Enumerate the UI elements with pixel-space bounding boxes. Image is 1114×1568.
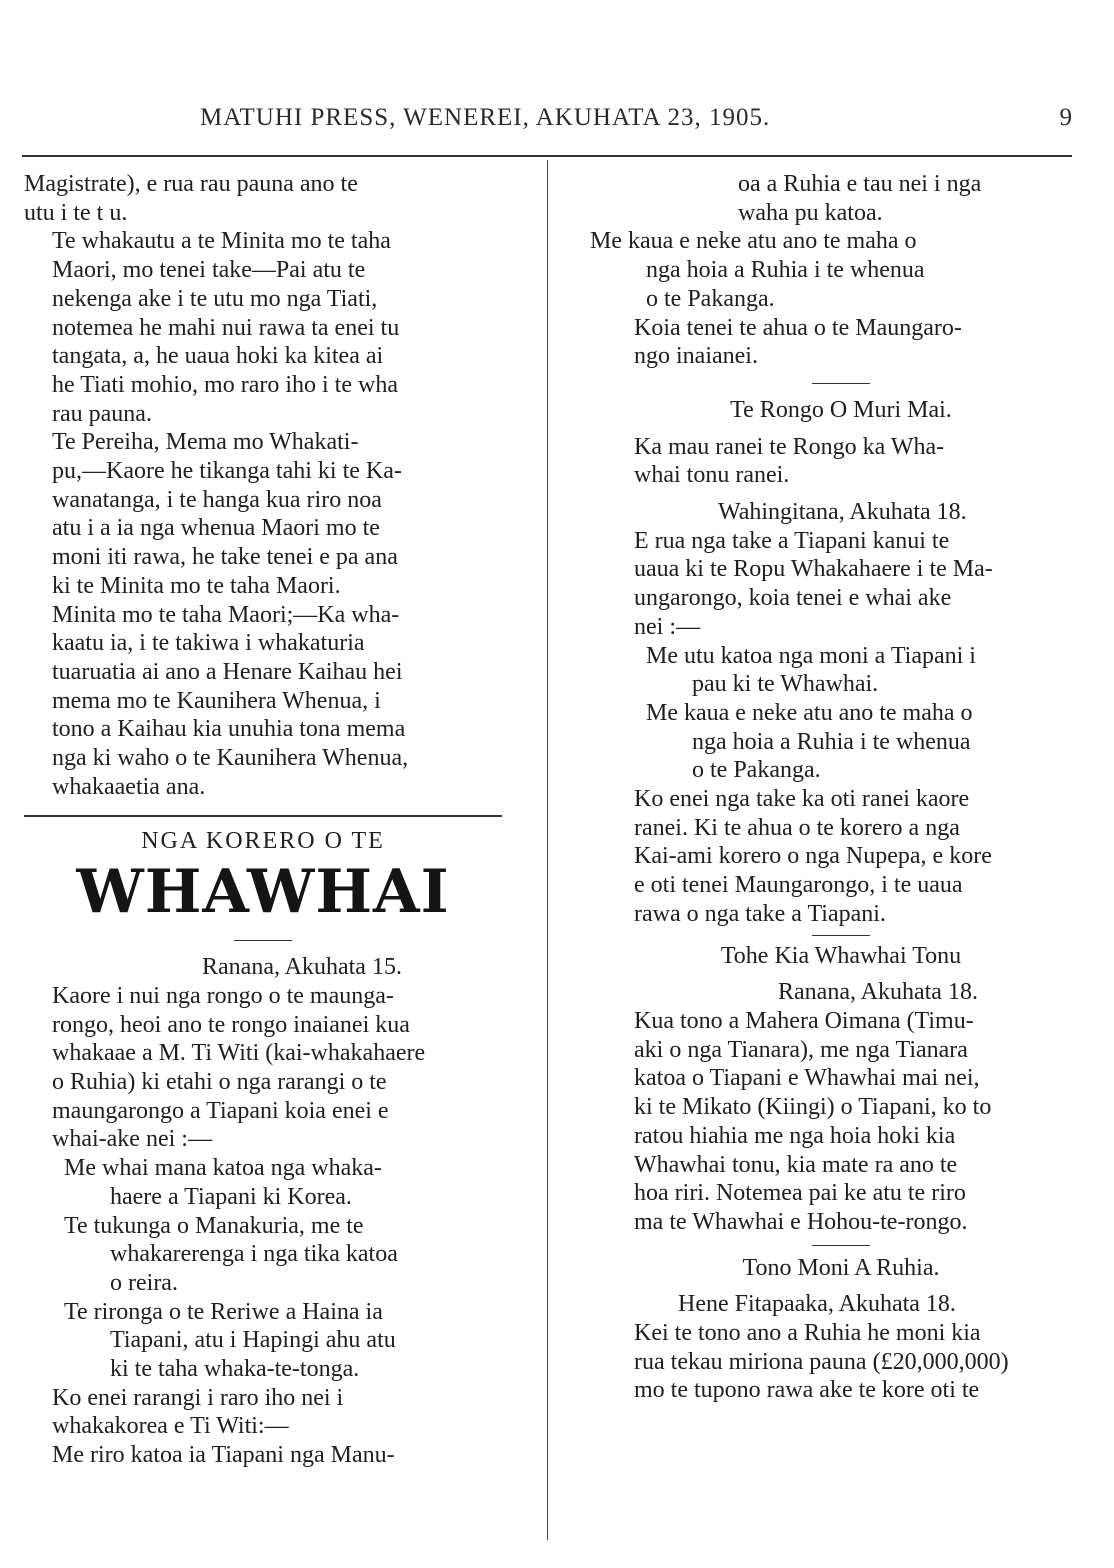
text-line: mema mo te Kaunihera Whenua, i (52, 687, 381, 714)
paragraph (606, 314, 1076, 371)
dateline: Wahingitana, Akuhata 18. (718, 499, 967, 526)
text-line: whakaae a M. Ti Witi (kai-whakahaere (52, 1040, 426, 1067)
paragraph (24, 1384, 502, 1441)
text-line: Me utu katoa nga moni a Tiapani i (646, 642, 976, 669)
text-line: Kai-ami korero o nga Nupepa, e kore (634, 843, 992, 870)
text-line: Kei te tono ano a Ruhia he moni kia (634, 1320, 981, 1347)
text-line: Magistrate), e rua rau pauna ano te (24, 171, 358, 197)
list (24, 1154, 502, 1384)
text-line: haere a Tiapani ki Korea. (110, 1183, 352, 1210)
text-line: nga hoia a Ruhia i te whenua (692, 728, 971, 755)
paragraph (606, 1007, 1076, 1237)
paragraph (24, 227, 502, 428)
short-rule (234, 940, 292, 941)
page-number: 9 (1059, 104, 1072, 131)
right-column (590, 170, 1076, 1405)
text-line: hoa riri. Notemea pai ke atu te riro (634, 1180, 966, 1207)
subheading: Te Rongo O Muri Mai. (730, 396, 952, 423)
text-line: moni iti rawa, he take tenei e pa ana (52, 544, 398, 571)
paragraph (606, 433, 1076, 490)
text-line: ki te Mikato (Kiingi) o Tiapani, ko to (634, 1094, 992, 1121)
text-line: o reira. (110, 1269, 178, 1296)
text-line: tuaruatia ai ano a Henare Kaihau hei (52, 658, 403, 685)
short-rule (812, 1245, 870, 1246)
list-item (636, 642, 1076, 699)
text-line: pau ki te Whawhai. (692, 671, 879, 698)
text-line: ma te Whawhai e Hohou-te-rongo. (634, 1208, 968, 1235)
text-line: Whawhai tonu, kia mate ra ano te (634, 1151, 958, 1178)
text-line: ratou hiahia me nga hoia hoki kia (634, 1122, 956, 1149)
paragraph (606, 785, 1076, 929)
text-line: o te Pakanga. (646, 285, 775, 312)
text-line: whakaaetia ana. (52, 773, 206, 800)
text-line: ungarongo, koia tenei e whai ake (634, 585, 952, 612)
text-line: whakarerenga i nga tika katoa (110, 1241, 398, 1268)
text-line: pu,—Kaore he tikanga tahi ki te Ka- (52, 458, 402, 485)
text-line: o Ruhia) ki etahi o nga rarangi o te (52, 1068, 387, 1095)
list (606, 642, 1076, 786)
text-line: kaatu ia, i te takiwa i whakaturia (52, 630, 365, 657)
text-line: Me riro katoa ia Tiapani nga Manu- (52, 1442, 395, 1469)
text-line: rua tekau miriona pauna (£20,000,000) (634, 1348, 1009, 1375)
header-rule (22, 155, 1072, 157)
column-divider (547, 160, 548, 1540)
text-line: katoa o Tiapani e Whawhai mai nei, (634, 1065, 980, 1092)
text-line: Te rironga o te Reriwe a Haina ia (64, 1298, 383, 1325)
list-item (54, 1298, 502, 1384)
text-line: Te tukunga o Manakuria, me te (64, 1212, 364, 1239)
subheading: Tono Moni A Ruhia. (742, 1254, 940, 1281)
paragraph (24, 170, 502, 227)
text-line: Me kaua e neke atu ano te maha o (590, 228, 917, 255)
text-line: rongo, heoi ano te rongo inaianei kua (52, 1011, 410, 1038)
text-line: o te Pakanga. (692, 757, 821, 784)
text-line: nekenga ake i te utu mo nga Tiati, (52, 285, 378, 312)
text-line: Ka mau ranei te Rongo ka Wha- (634, 433, 945, 460)
section-rule (24, 815, 502, 817)
list-item (54, 1154, 502, 1211)
text-line: rau pauna. (52, 400, 152, 427)
text-line: ki te Minita mo te taha Maori. (52, 572, 341, 599)
page-header (30, 104, 1080, 144)
text-line: Koia tenei te ahua o te Maungaro- (634, 314, 962, 341)
text-line: atu i a ia nga whenua Maori mo te (52, 515, 380, 542)
dateline: Ranana, Akuhata 18. (778, 979, 978, 1006)
text-line: mo te tupono rawa ake te kore oti te (634, 1377, 980, 1404)
text-line: he Tiati mohio, mo raro iho i te wha (52, 371, 398, 398)
list-item (606, 170, 1076, 227)
section-headline: WHAWHAI (76, 857, 450, 928)
dateline: Hene Fitapaaka, Akuhata 18. (678, 1291, 956, 1318)
text-line: whai tonu ranei. (634, 462, 790, 489)
text-line: Minita mo te taha Maori;—Ka wha- (52, 601, 400, 628)
text-line: Te whakautu a te Minita mo te taha (52, 228, 391, 255)
text-line: oa a Ruhia e tau nei i nga (738, 171, 982, 197)
text-line: Me kaua e neke atu ano te maha o (646, 699, 973, 726)
text-line: ki te taha whaka-te-tonga. (110, 1356, 360, 1383)
text-line: E rua nga take a Tiapani kanui te (634, 527, 950, 554)
text-line: Ko enei nga take ka oti ranei kaore (634, 786, 970, 813)
text-line: notemea he mahi nui rawa ta enei tu (52, 314, 400, 341)
text-line: tono a Kaihau kia unuhia tona mema (52, 716, 406, 743)
text-line: nei :— (634, 613, 700, 640)
paragraph (606, 1319, 1076, 1405)
paragraph (606, 527, 1076, 642)
text-line: waha pu katoa. (738, 199, 883, 226)
text-line: Ko enei rarangi i raro iho nei i (52, 1384, 344, 1411)
text-line: nga hoia a Ruhia i te whenua (646, 257, 925, 284)
text-line: Maori, mo tenei take—Pai atu te (52, 257, 366, 284)
text-line: Te Pereiha, Mema mo Whakati- (52, 429, 359, 456)
text-line: ngo inaianei. (634, 343, 758, 370)
text-line: ranei. Ki te ahua o te korero a nga (634, 814, 960, 841)
text-line: maungarongo a Tiapani koia enei e (52, 1097, 389, 1124)
text-line: Kaore i nui nga rongo o te maunga- (52, 982, 394, 1009)
list-item (590, 227, 1076, 313)
text-line: wanatanga, i te hanga kua riro noa (52, 486, 382, 513)
text-line: Kua tono a Mahera Oimana (Timu- (634, 1007, 974, 1034)
left-column (24, 170, 502, 1470)
paragraph (24, 428, 502, 600)
text-line: aki o nga Tianara), me nga Tianara (634, 1036, 968, 1063)
short-rule (812, 383, 870, 384)
section-subtitle: NGA KORERO O TE (141, 828, 385, 855)
text-line: tangata, a, he uaua hoki ka kitea ai (52, 343, 384, 370)
dateline: Ranana, Akuhata 15. (202, 954, 402, 981)
paragraph (24, 982, 502, 1154)
paragraph (24, 601, 502, 802)
text-line: e oti tenei Maungarongo, i te uaua (634, 872, 963, 899)
paragraph (24, 1441, 502, 1470)
text-line: rawa o nga take a Tiapani. (634, 900, 886, 927)
text-line: utu i te t u. (24, 199, 128, 226)
short-rule (812, 935, 870, 936)
text-line: nga ki waho o te Kaunihera Whenua, (52, 745, 409, 772)
subheading: Tohe Kia Whawhai Tonu (720, 942, 962, 969)
list-item (636, 699, 1076, 785)
text-line: whai-ake nei :— (52, 1126, 212, 1153)
text-line: Me whai mana katoa nga whaka- (64, 1155, 382, 1182)
text-line: whakakorea e Ti Witi:— (52, 1413, 289, 1440)
newspaper-title: MATUHI PRESS, WENEREI, AKUHATA 23, 1905. (200, 104, 771, 131)
text-line: Tiapani, atu i Hapingi ahu atu (110, 1327, 396, 1354)
list-item (54, 1212, 502, 1298)
text-line: uaua ki te Ropu Whakahaere i te Ma- (634, 556, 993, 583)
